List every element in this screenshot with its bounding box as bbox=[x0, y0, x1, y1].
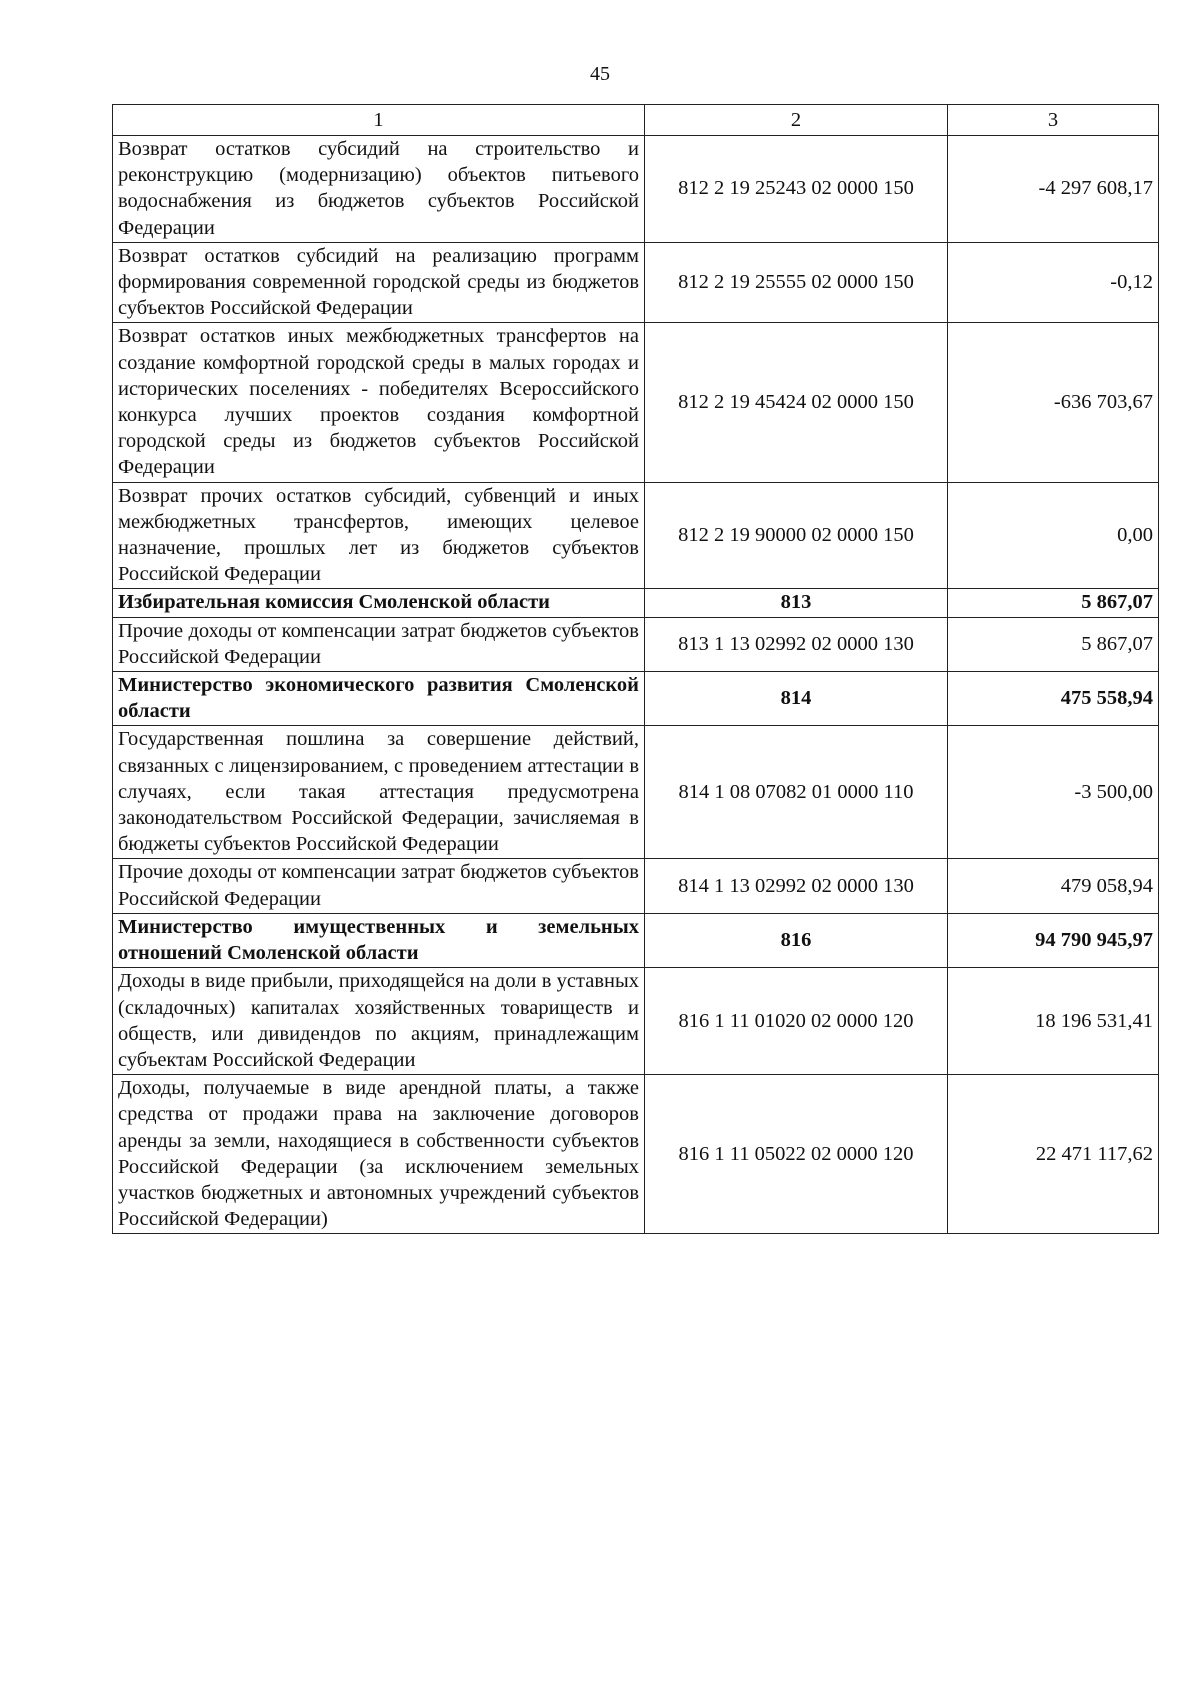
table-row bbox=[113, 482, 1159, 589]
revenue-name-cell: Доходы, получаемые в виде арендной платы, а также средства от продажи права на заключение договоров аренды за земли, находящиеся в собственности субъектов Российской Федерации (за исключением земельных участков бюджетных и автономных учреждений субъектов Российской Федерации) bbox=[113, 1075, 645, 1234]
column-header-1: 1 bbox=[113, 105, 645, 136]
table-row bbox=[113, 1075, 1159, 1234]
column-header-2: 2 bbox=[645, 105, 948, 136]
table-row-department bbox=[113, 913, 1159, 967]
amount-cell: -4 297 608,17 bbox=[948, 136, 1159, 243]
table-row bbox=[113, 617, 1159, 671]
budget-code-cell: 812 2 19 90000 02 0000 150 bbox=[645, 482, 948, 589]
revenue-name-cell: Министерство имущественных и земельных отношений Смоленской области bbox=[113, 913, 645, 967]
amount-cell: 22 471 117,62 bbox=[948, 1075, 1159, 1234]
amount-cell: -3 500,00 bbox=[948, 726, 1159, 859]
budget-code-cell: 816 1 11 01020 02 0000 120 bbox=[645, 968, 948, 1075]
table-body bbox=[113, 105, 1159, 1234]
table-header-row bbox=[113, 105, 1159, 136]
amount-cell: 5 867,07 bbox=[948, 617, 1159, 671]
amount-cell: 18 196 531,41 bbox=[948, 968, 1159, 1075]
revenue-name-cell: Возврат остатков иных межбюджетных трансфертов на создание комфортной городской среды в малых городах и исторических поселениях - победителях Всероссийского конкурса лучших проектов создания комфортной городской среды из бюджетов субъектов Российской Федерации bbox=[113, 323, 645, 482]
budget-code-cell: 812 2 19 45424 02 0000 150 bbox=[645, 323, 948, 482]
table-row-department bbox=[113, 589, 1159, 617]
revenue-name-cell: Избирательная комиссия Смоленской области bbox=[113, 589, 645, 617]
budget-code-cell: 812 2 19 25555 02 0000 150 bbox=[645, 242, 948, 323]
table-row bbox=[113, 859, 1159, 913]
column-header-3: 3 bbox=[948, 105, 1159, 136]
table-row bbox=[113, 136, 1159, 243]
table-row bbox=[113, 323, 1159, 482]
amount-cell: 0,00 bbox=[948, 482, 1159, 589]
page-number: 45 bbox=[590, 63, 610, 85]
budget-code-cell: 814 bbox=[645, 672, 948, 726]
budget-code-cell: 816 1 11 05022 02 0000 120 bbox=[645, 1075, 948, 1234]
table-row-department bbox=[113, 672, 1159, 726]
table-row bbox=[113, 968, 1159, 1075]
budget-code-cell: 812 2 19 25243 02 0000 150 bbox=[645, 136, 948, 243]
revenue-table bbox=[112, 104, 1159, 1234]
budget-code-cell: 813 bbox=[645, 589, 948, 617]
table-row bbox=[113, 242, 1159, 323]
budget-code-cell: 814 1 08 07082 01 0000 110 bbox=[645, 726, 948, 859]
revenue-name-cell: Возврат остатков субсидий на строительство и реконструкцию (модернизацию) объектов питьевого водоснабжения из бюджетов субъектов Российской Федерации bbox=[113, 136, 645, 243]
amount-cell: 94 790 945,97 bbox=[948, 913, 1159, 967]
amount-cell: 479 058,94 bbox=[948, 859, 1159, 913]
revenue-name-cell: Возврат остатков субсидий на реализацию программ формирования современной городской среды из бюджетов субъектов Российской Федерации bbox=[113, 242, 645, 323]
amount-cell: 475 558,94 bbox=[948, 672, 1159, 726]
revenue-name-cell: Государственная пошлина за совершение действий, связанных с лицензированием, с проведением аттестации в случаях, если такая аттестация предусмотрена законодательством Российской Федерации, зачисляемая в бюджеты субъектов Российской Федерации bbox=[113, 726, 645, 859]
revenue-name-cell: Возврат прочих остатков субсидий, субвенций и иных межбюджетных трансфертов, имеющих целевое назначение, прошлых лет из бюджетов субъектов Российской Федерации bbox=[113, 482, 645, 589]
budget-code-cell: 816 bbox=[645, 913, 948, 967]
revenue-name-cell: Прочие доходы от компенсации затрат бюджетов субъектов Российской Федерации bbox=[113, 617, 645, 671]
amount-cell: 5 867,07 bbox=[948, 589, 1159, 617]
revenue-name-cell: Доходы в виде прибыли, приходящейся на доли в уставных (складочных) капиталах хозяйственных товариществ и обществ, или дивидендов по акциям, принадлежащим субъектам Российской Федерации bbox=[113, 968, 645, 1075]
table-row bbox=[113, 726, 1159, 859]
revenue-name-cell: Министерство экономического развития Смоленской области bbox=[113, 672, 645, 726]
amount-cell: -0,12 bbox=[948, 242, 1159, 323]
amount-cell: -636 703,67 bbox=[948, 323, 1159, 482]
revenue-name-cell: Прочие доходы от компенсации затрат бюджетов субъектов Российской Федерации bbox=[113, 859, 645, 913]
budget-code-cell: 814 1 13 02992 02 0000 130 bbox=[645, 859, 948, 913]
budget-code-cell: 813 1 13 02992 02 0000 130 bbox=[645, 617, 948, 671]
